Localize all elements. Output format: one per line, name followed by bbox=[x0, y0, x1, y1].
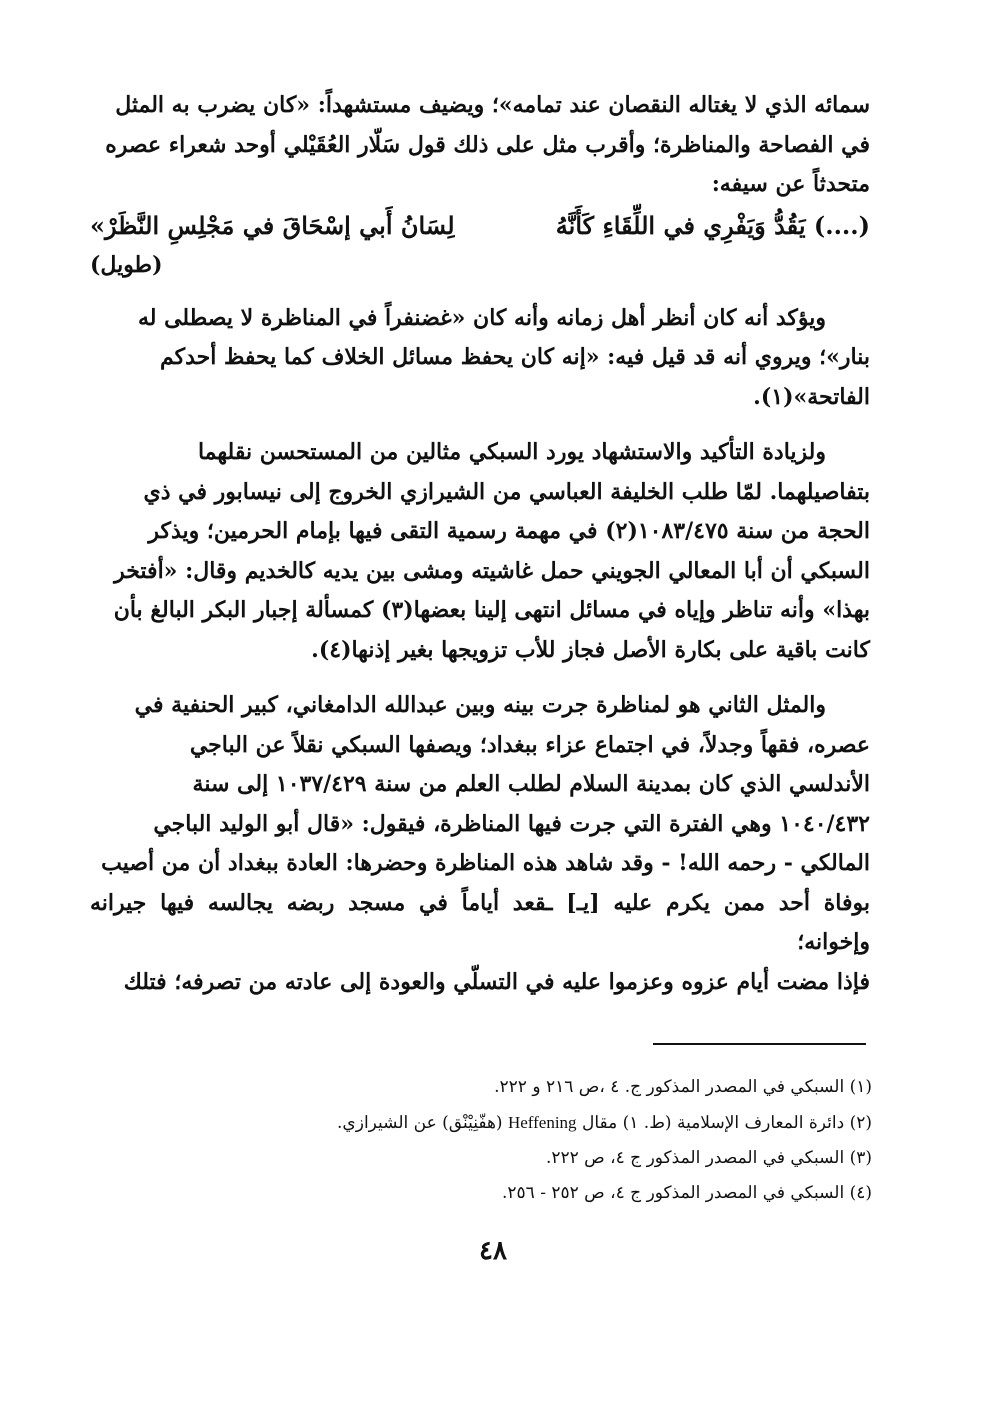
page-body bbox=[90, 86, 870, 1002]
verse-hemistich-1: (....) يَقُدُّ وَيَفْرِي في اللِّقَاءِ كَأَنَّهُ bbox=[555, 210, 870, 240]
text-line: الفاتحة»(١). bbox=[753, 383, 870, 410]
paragraph-1 bbox=[90, 86, 870, 205]
verse-hemistich-2: لِسَانُ أَبي إسْحَاقَ في مَجْلِسِ النَّظَرْ» bbox=[90, 210, 455, 240]
text-line: ولزيادة التأكيد والاستشهاد يورد السبكي مثالين من المستحسن نقلهما bbox=[197, 439, 826, 465]
footnote-2 bbox=[120, 1105, 872, 1141]
footnote-divider bbox=[653, 1043, 866, 1045]
text-line: ويؤكد أنه كان أنظر أهل زمانه وأنه كان «غضنفراً في المناظرة لا يصطلى له bbox=[137, 304, 826, 331]
footnote-4: (٤) السبكي في المصدر المذكور ج ٤، ص ٢٥٢ - ٢٥٦. bbox=[502, 1183, 872, 1203]
verse-meter: (طويل) bbox=[90, 251, 163, 278]
text-line: الحجة من سنة ١٠٨٣/٤٧٥(٢) في مهمة رسمية التقى فيها بإمام الحرمين؛ ويذكر bbox=[148, 518, 870, 544]
footnote-2-latin: Heffening bbox=[507, 1113, 577, 1132]
paragraph-2 bbox=[90, 299, 870, 418]
paragraph-3 bbox=[90, 433, 870, 670]
text-line: كانت باقية على بكارة الأصل فجاز للأب تزويجها بغير إذنها(٤). bbox=[311, 636, 870, 663]
footnotes bbox=[120, 1070, 872, 1211]
text-line: المالكي - رحمه الله! - وقد شاهد هذه المناظرة وحضرها: العادة ببغداد أن من أصيب bbox=[101, 850, 870, 876]
text-line: بهذا» وأنه تناظر وإياه في مسائل انتهى إلينا بعضها(٣) كمسألة إجبار البكر البالغ بأن bbox=[113, 597, 870, 623]
footnote-2-suffix: (هفّنِيْنْق) عن الشيرازي. bbox=[337, 1113, 503, 1133]
text-line: بنار»؛ ويروي أنه قد قيل فيه: «إنه كان يحفظ مسائل الخلاف كما يحفظ أحدكم bbox=[159, 344, 870, 370]
text-line: السبكي أن أبا المعالي الجويني حمل غاشيته ومشى بين يديه كالخديم وقال: «أفتخر bbox=[114, 557, 870, 584]
text-line: سمائه الذي لا يغتاله النقصان عند تمامه»؛ ويضيف مستشهداً: «كان يضرب به المثل bbox=[115, 92, 870, 118]
text-line: في الفصاحة والمناظرة؛ وأقرب مثل على ذلك قول سَلّار العُقَيْلي أوحد شعراء عصره bbox=[105, 131, 870, 158]
text-line: الأندلسي الذي كان بمدينة السلام لطلب العلم من سنة ١٠٣٧/٤٢٩ إلى سنة bbox=[192, 771, 870, 797]
footnote-2-prefix: (٢) دائرة المعارف الإسلامية (ط. ١) مقال bbox=[581, 1113, 872, 1133]
text-line: فإذا مضت أيام عزوه وعزموا عليه في التسلّي والعودة إلى عادته من تصرفه؛ فتلك bbox=[123, 968, 870, 995]
text-line: عصره، فقهاً وجدلاً، في اجتماع عزاء ببغداد؛ ويصفها السبكي نقلاً عن الباجي bbox=[189, 731, 870, 758]
text-line: بتفاصيلهما. لمّا طلب الخليفة العباسي من الشيرازي الخروج إلى نيسابور في ذي bbox=[143, 478, 870, 505]
text-line: بوفاة أحد ممن يكرم عليه [يـ] ـقعد أياماً في مسجد ربضه يجالسه فيها جيرانه وإخوانه؛ bbox=[90, 889, 870, 955]
text-line: متحدثاً عن سيفه: bbox=[711, 171, 870, 197]
footnote-3: (٣) السبكي في المصدر المذكور ج ٤، ص ٢٢٢. bbox=[545, 1148, 872, 1168]
poetry-verse bbox=[90, 205, 870, 247]
text-line: والمثل الثاني هو لمناظرة جرت بينه وبين عبدالله الدامغاني، كبير الحنفية في bbox=[134, 692, 826, 718]
page-number: ٤٨ bbox=[479, 1236, 507, 1266]
paragraph-4 bbox=[90, 686, 870, 1002]
text-line: ١٠٤٠/٤٣٢ وهي الفترة التي جرت فيها المناظرة، فيقول: «قال أبو الوليد الباجي bbox=[153, 810, 870, 837]
footnote-1: (١) السبكي في المصدر المذكور ج. ٤ ،ص ٢١٦ و ٢٢٢. bbox=[494, 1077, 872, 1097]
